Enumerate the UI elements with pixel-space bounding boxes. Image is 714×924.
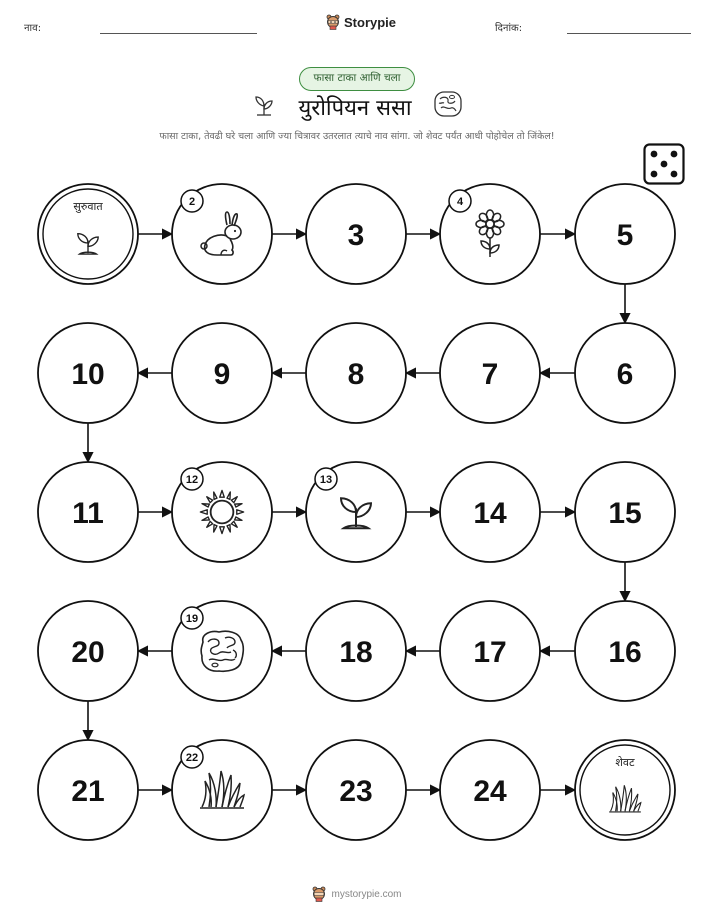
space-number: 9 — [213, 358, 231, 391]
board-space-20[interactable] — [38, 601, 138, 701]
space-number: 21 — [71, 775, 105, 808]
board-space-3[interactable] — [306, 184, 406, 284]
space-number: 11 — [72, 497, 104, 530]
instructions-text: फासा टाका, तेवढी घरे चला आणि ज्या चित्रावर उतरलात त्याचे नाव सांगा. जो शेवट पर्यंत आधी पोहोचेल तो जिंकेल! — [159, 131, 555, 142]
board-space-21[interactable] — [38, 740, 138, 840]
space-number-badge-text: 2 — [188, 196, 196, 208]
board-space-22[interactable] — [172, 740, 272, 840]
name-label: नाव: — [24, 23, 42, 34]
board-space-2[interactable] — [172, 184, 272, 284]
board-space-10[interactable] — [38, 323, 138, 423]
space-number-badge-text: 12 — [185, 474, 199, 486]
space-circle — [38, 184, 138, 284]
board-space-1[interactable] — [38, 184, 138, 284]
space-number: 6 — [616, 358, 634, 391]
board-space-4[interactable] — [440, 184, 540, 284]
space-number: 8 — [347, 358, 365, 391]
space-number: 15 — [608, 497, 642, 530]
board-space-14[interactable] — [440, 462, 540, 562]
space-number-badge-text: 4 — [456, 196, 464, 208]
space-number: 16 — [608, 636, 642, 669]
board-space-8[interactable] — [306, 323, 406, 423]
footer-mascot-icon — [312, 886, 326, 902]
board-space-12[interactable] — [172, 462, 272, 562]
board-space-24[interactable] — [440, 740, 540, 840]
board-space-6[interactable] — [575, 323, 675, 423]
board-space-17[interactable] — [440, 601, 540, 701]
space-number-badge-text: 19 — [185, 613, 199, 625]
space-number: 23 — [339, 775, 373, 808]
space-number: 18 — [339, 636, 373, 669]
board-space-5[interactable] — [575, 184, 675, 284]
space-number: 10 — [71, 358, 105, 391]
board-space-23[interactable] — [306, 740, 406, 840]
title-text: युरोपियन ससा — [298, 96, 412, 121]
board-space-15[interactable] — [575, 462, 675, 562]
start-label: सुरुवात — [73, 200, 103, 213]
space-number: 5 — [616, 219, 634, 252]
board-space-16[interactable] — [575, 601, 675, 701]
board-space-18[interactable] — [306, 601, 406, 701]
space-number: 24 — [473, 775, 507, 808]
board-space-7[interactable] — [440, 323, 540, 423]
space-number-badge-text: 13 — [319, 474, 333, 486]
space-number: 20 — [71, 636, 105, 669]
board-space-19[interactable] — [172, 601, 272, 701]
space-number-badge-text: 22 — [185, 752, 199, 764]
board-spaces — [38, 184, 675, 840]
board-space-11[interactable] — [38, 462, 138, 562]
brand-name: Storypie — [344, 14, 397, 30]
board-space-13[interactable] — [306, 462, 406, 562]
end-label: शेवट — [615, 756, 635, 769]
date-label: दिनांक: — [495, 23, 523, 34]
space-number: 14 — [473, 497, 507, 530]
space-number: 7 — [481, 358, 499, 391]
space-number: 3 — [347, 219, 365, 252]
footer — [0, 886, 714, 902]
footer-url: mystorypie.com — [331, 888, 402, 900]
instruction-badge: फासा टाका आणि चला — [299, 67, 415, 91]
board-space-9[interactable] — [172, 323, 272, 423]
board-space-25[interactable] — [575, 740, 675, 840]
space-number: 17 — [473, 636, 507, 669]
